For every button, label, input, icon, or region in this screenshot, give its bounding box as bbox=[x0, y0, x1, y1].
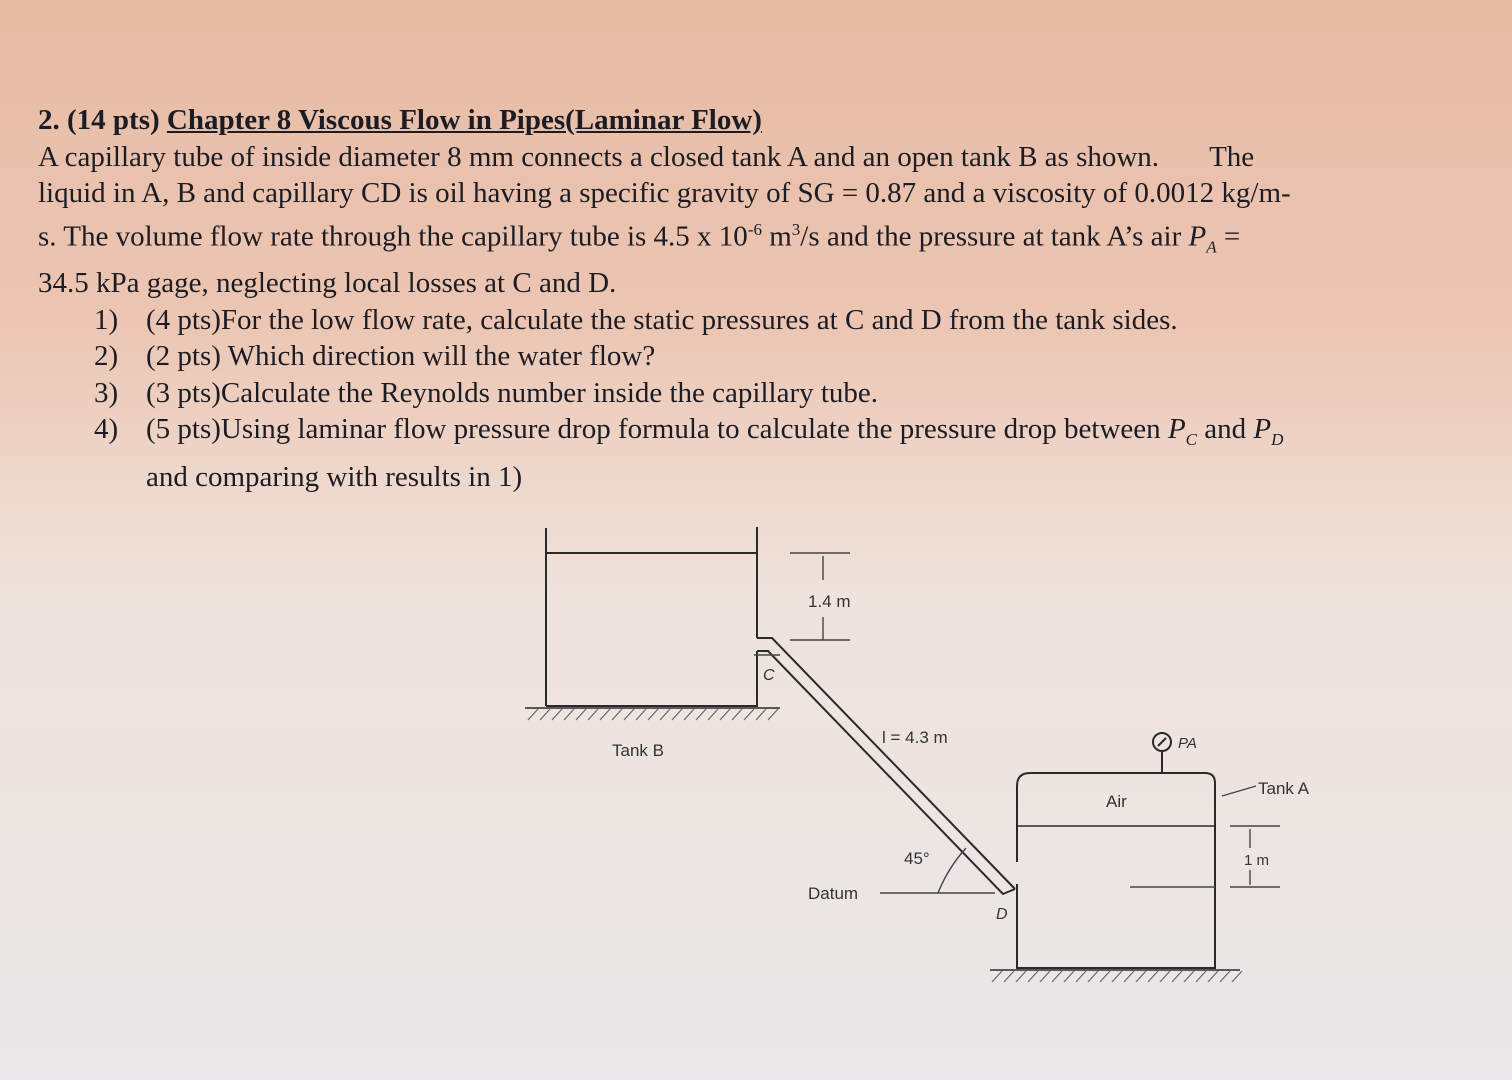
angle-arc bbox=[938, 848, 966, 893]
tank-capillary-diagram bbox=[500, 510, 1360, 1030]
capillary-upper-wall bbox=[757, 638, 1015, 889]
question-text: (5 pts)Using laminar flow pressure drop formula to calculate the pressure drop between bbox=[146, 413, 1168, 446]
body-line-4: 34.5 kPa gage, neglecting local losses at C and D. bbox=[38, 267, 617, 300]
body-line-3c: /s and the pressure at tank A’s air bbox=[800, 220, 1189, 253]
tank-a-label: Tank A bbox=[1258, 779, 1310, 798]
problem-heading bbox=[38, 102, 1438, 139]
symbol-p: P bbox=[1188, 220, 1207, 253]
question-4 bbox=[38, 411, 1438, 458]
question-number: 2) bbox=[94, 340, 119, 373]
question-text: (2 pts) Which direction will the water flow? bbox=[146, 340, 656, 373]
question-2 bbox=[38, 338, 1438, 375]
body-line-1 bbox=[38, 139, 1438, 176]
body-line-1b: The bbox=[1209, 140, 1255, 173]
body-line-1a: A capillary tube of inside diameter 8 mm connects a closed tank A and an open tank B as shown. bbox=[38, 140, 1160, 173]
tank-b-label: Tank B bbox=[612, 741, 664, 760]
question-4-continuation: and comparing with results in 1) bbox=[146, 460, 523, 493]
body-line-3d: = bbox=[1216, 220, 1241, 253]
subscript-d: D bbox=[1271, 430, 1284, 450]
body-line-3b: m bbox=[761, 220, 792, 253]
symbol-p: P bbox=[1253, 413, 1272, 446]
exponent: -6 bbox=[747, 219, 762, 239]
length-label: l = 4.3 m bbox=[882, 728, 948, 747]
question-1 bbox=[38, 302, 1438, 339]
problem-text bbox=[38, 102, 1438, 495]
exponent-cubed: 3 bbox=[791, 219, 801, 239]
height-b-label: 1.4 m bbox=[808, 592, 851, 611]
capillary-lower-wall bbox=[757, 651, 1015, 894]
body-line-2: liquid in A, B and capillary CD is oil having a specific gravity of SG = 0.87 and a viscosity of 0.0012 kg/m- bbox=[38, 177, 1291, 209]
chapter-title: Chapter 8 Viscous Flow in Pipes(Laminar Flow) bbox=[166, 104, 762, 136]
question-text-and: and bbox=[1197, 413, 1254, 446]
question-number: 1) bbox=[94, 303, 119, 336]
datum-label: Datum bbox=[808, 884, 859, 903]
point-d-label: D bbox=[996, 906, 1008, 923]
subscript-a: A bbox=[1206, 236, 1217, 256]
point-c-label: C bbox=[763, 667, 775, 684]
problem-number: 2. bbox=[38, 104, 60, 136]
tank-b-walls bbox=[546, 528, 757, 706]
height-a-label: 1 m bbox=[1244, 852, 1270, 869]
question-3 bbox=[38, 375, 1438, 412]
question-list bbox=[38, 302, 1438, 459]
problem-points: (14 pts) bbox=[67, 104, 160, 136]
question-number: 3) bbox=[94, 376, 119, 409]
question-text: (4 pts)For the low flow rate, calculate the static pressures at C and D from the tank sides. bbox=[146, 303, 1178, 336]
pressure-a-label: PA bbox=[1178, 735, 1197, 752]
subscript-c: C bbox=[1185, 430, 1197, 450]
question-number: 4) bbox=[94, 413, 119, 446]
body-line-3 bbox=[38, 212, 1438, 266]
body-line-3a: s. The volume flow rate through the capillary tube is 4.5 x 10 bbox=[38, 220, 748, 253]
symbol-p: P bbox=[1167, 413, 1186, 446]
question-text: (3 pts)Calculate the Reynolds number inside the capillary tube. bbox=[146, 376, 879, 409]
air-label: Air bbox=[1106, 792, 1127, 811]
angle-label: 45° bbox=[904, 849, 930, 868]
